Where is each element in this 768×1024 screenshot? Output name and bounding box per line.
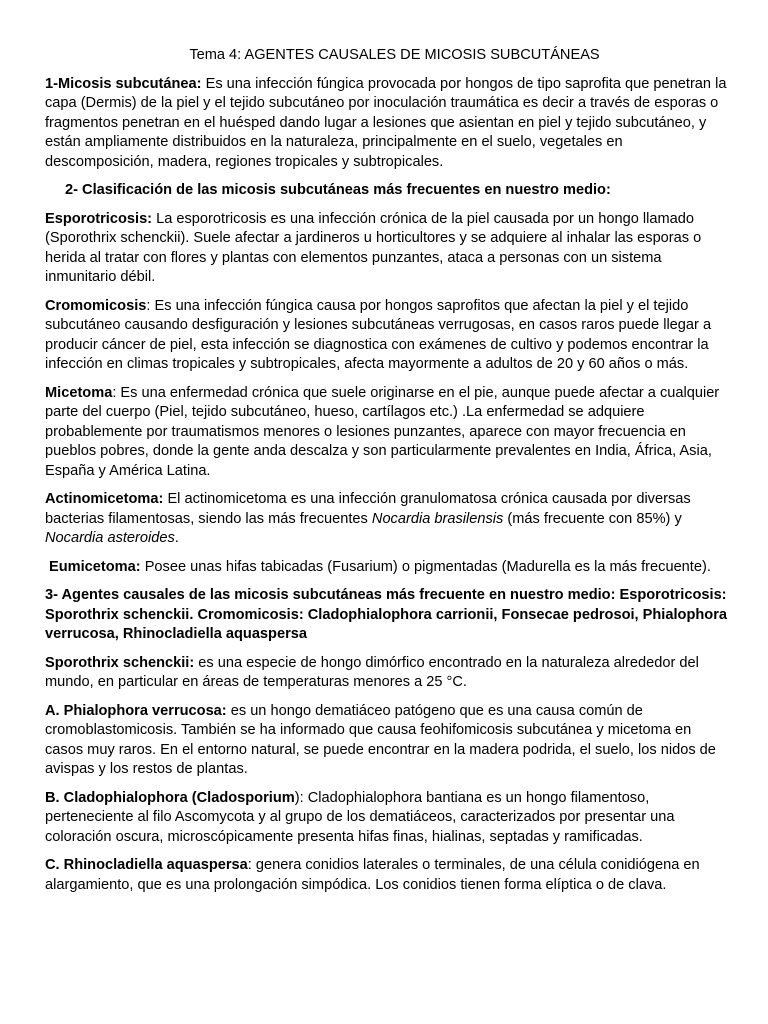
section-micetoma <box>45 384 730 482</box>
section-micosis-subcutanea <box>45 75 730 173</box>
section-sporothrix <box>45 654 730 693</box>
section-heading: C. Rhinocladiella aquaspersa <box>45 857 248 873</box>
section-body: ): Cladophialophora bantiana es un hongo filamentoso, perteneciente al filo Ascomycota y al grupo de los dematiáceos, caracterizados por presentar una coloración oscura, microscópicamente presenta hifas finas, hialinas, septadas y ramificadas. <box>45 789 675 845</box>
section-rhinocladiella <box>45 856 730 895</box>
document-page <box>45 46 730 904</box>
section-heading: Cromomicosis <box>45 297 147 314</box>
section-phialophora <box>45 702 730 780</box>
section-eumicetoma <box>45 558 730 578</box>
section-clasificacion <box>45 181 730 201</box>
section-heading: Eumicetoma: <box>49 558 141 575</box>
section-cromomicosis <box>45 297 730 375</box>
species-name: Nocardia asteroides <box>45 530 175 546</box>
section-body: La esporotricosis es una infección crónica de la piel causada por un hongo llamado (Sporothrix schenckii). Suele afectar a jardineros u horticultores y se adquiere al inhalar las esporas o herida al tratar con flores y plantas con elementos punzantes, ataca a personas con un sistema inmunitario débil. <box>45 210 702 285</box>
section-heading: A. Phialophora verrucosa: <box>45 702 227 719</box>
section-body: : Es una infección fúngica causa por hongos saprofitos que afectan la piel y el tejido subcutáneo causando desfiguración y lesiones subcutáneas verrugosas, en casos raros puede llegar a producir cáncer de piel, esta infección se diagnostica con exámenes de cultivo y podemos encontrar la infección en climas tropicales y subtropicales, afecta mayormente a adultos de 20 y 60 años o más. <box>45 297 712 372</box>
section-heading: B. Cladophialophora (Cladosporium <box>45 789 295 806</box>
section-heading: Micetoma <box>45 384 113 401</box>
section-actinomicetoma <box>45 490 730 549</box>
section-heading: Actinomicetoma: <box>45 491 164 507</box>
section-heading: 2- Clasificación de las micosis subcutáneas más frecuentes en nuestro medio: <box>65 182 611 198</box>
section-body: El actinomicetoma es una infección granulomatosa crónica causada por diversas bacterias filamentosas, siendo las más frecuentes <box>45 491 691 527</box>
section-heading: 3- Agentes causales de las micosis subcutáneas más frecuente en nuestro medio: Esporotricosis: Sporothrix schenckii. Cromomicosis: Cladophialophora carrionii, Fonsecae pedrosoi, Phialophora verrucosa, Rhinocladiella aquaspersa <box>45 587 727 642</box>
section-heading: Esporotricosis: <box>45 210 153 227</box>
section-cladophialophora <box>45 789 730 848</box>
section-esporotricosis <box>45 210 730 288</box>
section-heading: 1-Micosis subcutánea: <box>45 75 202 92</box>
section-body: Es una infección fúngica provocada por hongos de tipo saprofita que penetran la capa (Dermis) de la piel y el tejido subcutáneo por inoculación traumática es decir a través de esporas o fragmentos penetran en el huésped dando lugar a lesiones que asientan en piel y tejido subcutáneo, y están ampliamente distribuidos en la naturaleza, principalmente en el suelo, vegetales en descomposición, madera, regiones tropicales y subtropicales. <box>45 75 727 170</box>
document-title: Tema 4: AGENTES CAUSALES DE MICOSIS SUBCUTÁNEAS <box>189 47 600 63</box>
section-body: : genera conidios laterales o terminales, de una célula conidiógena en alargamiento, que es una prolongación simpódica. Los conidios tienen forma elíptica o de clava. <box>45 857 700 893</box>
section-body: es una especie de hongo dimórfico encontrado en la naturaleza alrededor del mundo, en particular en áreas de temperaturas menores a 25 °C. <box>45 654 699 690</box>
section-body: . <box>174 530 179 546</box>
section-body: es un hongo dematiáceo patógeno que es una causa común de cromoblastomicosis. También se ha informado que causa feohifomicosis subcutánea y micetoma en casos muy raros. En el entorno natural, se puede encontrar en la madera podrida, el suelo, los nidos de avispas y los restos de plantas. <box>45 702 716 777</box>
section-heading: Sporothrix schenckii: <box>45 654 195 671</box>
section-body: : Es una enfermedad crónica que suele originarse en el pie, aunque puede afectar a cualquier parte del cuerpo (Piel, tejido subcutáneo, hueso, cartílagos etc.) .La enfermedad se adquiere probablemente por traumatismos menores o lesiones punzantes, aparece con mayor frecuencia en pueblos pobres, donde la gente anda descalza y son particularmente prevalentes en India, África, Asia, España y América Latina. <box>45 384 720 479</box>
section-body: Posee unas hifas tabicadas (Fusarium) o pigmentadas (Madurella es la más frecuente). <box>140 558 711 575</box>
species-name: Nocardia brasilensis <box>371 510 504 527</box>
section-body: (más frecuente con 85%) y <box>503 510 682 527</box>
section-agentes-causales <box>45 586 730 645</box>
